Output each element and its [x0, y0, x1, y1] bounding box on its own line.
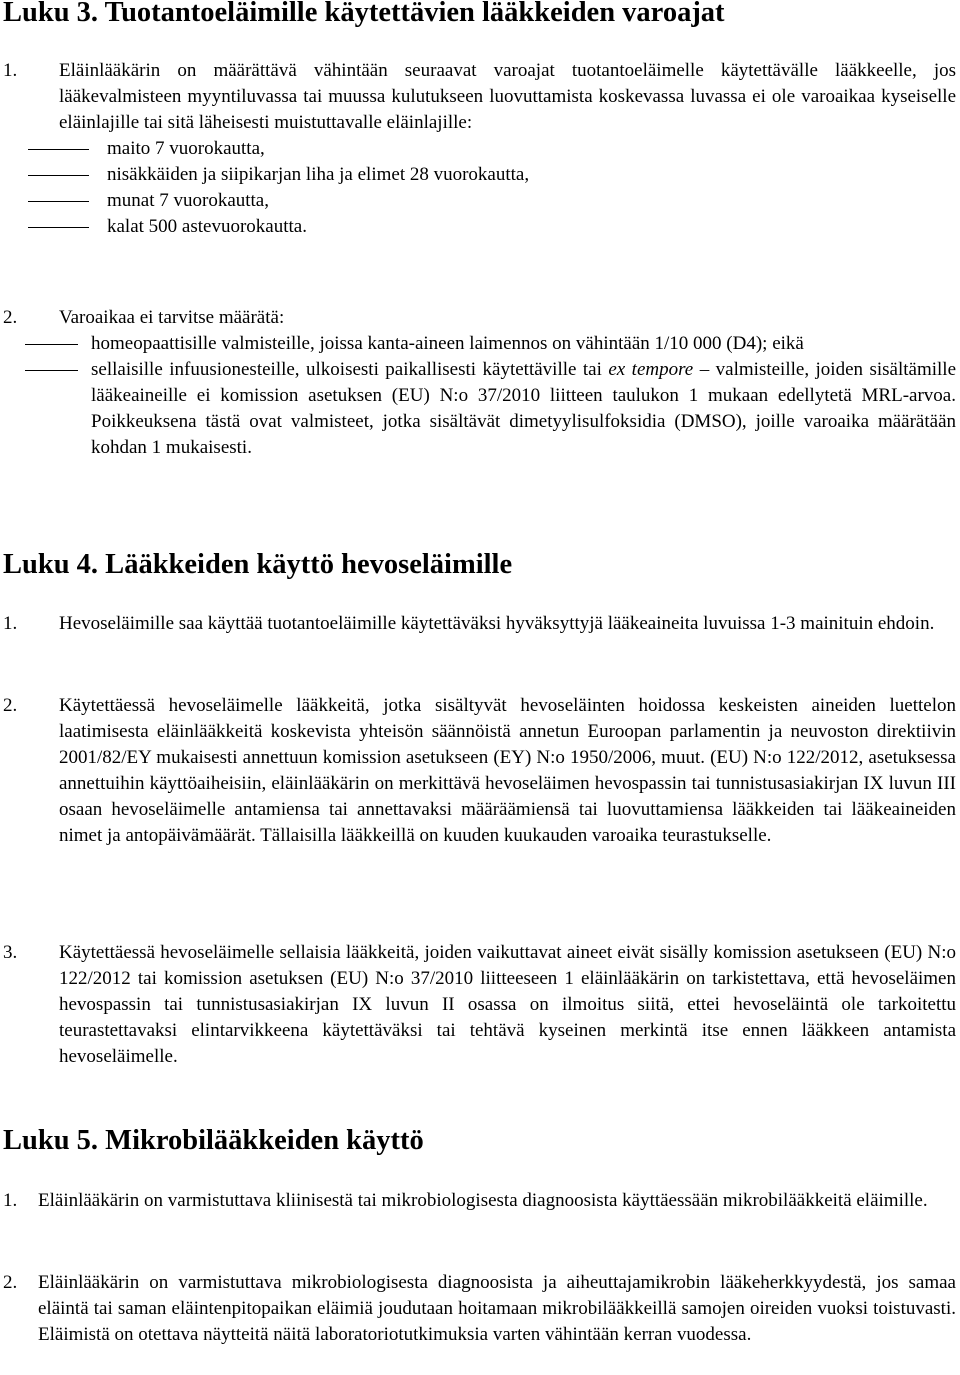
paragraph-text: Käytettäessä hevoseläimelle lääkkeitä, jotka sisältyvät hevoseläinten hoidossa keskeisten aineiden luettelon laatimisesta eläinlääkkeitä koskevista yhteisön säännöistä annetun Euroopan parlamentin ja neuvoston direktiivin 2001/82/EY mukaisesti annettuun komission asetukseen (EY) N:o 1950/2006, muut. (EU) N:o 122/2012, asetuksessa annettuihin käyttöaiheisiin, eläinlääkärin on merkittävä hevoseläimen hevospassin tai tunnistusasiakirjan IX luvun III osaan hevoseläimelle antamiensa tai annettavaksi määräämiensä tai luovuttamiensa lääkkeiden tai lääkeaineiden nimet ja antopäivämäärät. Tällaisilla lääkkeillä on kuuden kuukauden varoaika teurastukselle. [59, 695, 956, 846]
list-item: kalat 500 astevuorokautta. [3, 214, 956, 240]
chapter-4-title: Luku 4. Lääkkeiden käyttö hevoseläimille [3, 549, 513, 580]
chapter-4-paragraph-1 [3, 611, 956, 637]
paragraph-text: Eläinlääkärin on varmistuttava mikrobiologisesta diagnoosista ja aiheuttajamikrobin lääkeherkkyydestä, jos samaa eläintä tai saman eläintenpitopaikan eläimiä joudutaan hoitamaan mikrobilääkkeillä samojen oireiden vuoksi toistuvasti. Eläimistä on otettava näytteitä näitä laboratoriotutkimuksia varten vähintään kerran vuodessa. [38, 1272, 956, 1345]
list-item-text: sellaisille infuusionesteille, ulkoisesti paikallisesti käytettäville tai [91, 359, 602, 380]
dash-list [59, 136, 956, 240]
chapter-3-paragraph-2 [3, 305, 956, 461]
chapter-5-paragraph-1 [3, 1188, 956, 1214]
chapter-3-title: Luku 3. Tuotantoeläimille käytettävien lääkkeiden varoajat [3, 0, 725, 28]
chapter-5-paragraph-2 [3, 1270, 956, 1348]
list-item: homeopaattisille valmisteille, joissa kanta-aineen laimennos on vähintään 1/10 000 (D4); eikä [3, 331, 956, 357]
list-item-text: – valmisteille, joiden sisältämille lääkeaineille ei komission asetuksen (EU) N:o 37/2010 liitteen taulukon 1 mukaan edellytetä MRL-arvoa. Poikkeuksena tästä ovat valmisteet, jotka sisältävät dimetyylisulfoksidia (DMSO), joille varoaika määrätään kohdan 1 mukaisesti. [91, 359, 957, 458]
latin-term: ex tempore [608, 359, 694, 380]
list-item: munat 7 vuorokautta, [3, 188, 956, 214]
chapter-5-title: Luku 5. Mikrobilääkkeiden käyttö [3, 1125, 424, 1156]
paragraph-number: 3. [3, 942, 18, 963]
paragraph-number: 1. [3, 60, 18, 81]
paragraph-text [59, 58, 956, 240]
paragraph-text [59, 305, 956, 461]
paragraph-body: Varoaikaa ei tarvitse määrätä: [59, 307, 285, 328]
paragraph-number: 2. [3, 695, 18, 716]
paragraph-text: Eläinlääkärin on varmistuttava kliinisestä tai mikrobiologisesta diagnoosista käyttäessään mikrobilääkkeitä eläimille. [38, 1190, 928, 1211]
dash-list [59, 331, 956, 461]
chapter-4-paragraph-3 [3, 940, 956, 1070]
paragraph-text: Käytettäessä hevoseläimelle sellaisia lääkkeitä, joiden vaikuttavat aineet eivät sisälly komission asetukseen (EU) N:o 122/2012 tai komission asetuksen (EU) N:o 37/2010 liitteeseen 1 eläinlääkärin on tarkistettava, että hevoseläimen hevospassin tai tunnistusasiakirjan IX luvun II osassa on ilmoitus siitä, ettei hevoseläintä ole tarkoitettu teurastettavaksi elintarvikkeena käytettäväksi tai tehtävä kyseinen merkintä itse ennen lääkkeen antamista hevoseläimelle. [59, 942, 956, 1067]
paragraph-number: 1. [3, 1190, 18, 1211]
paragraph-number: 2. [3, 307, 18, 328]
paragraph-body: Eläinlääkärin on määrättävä vähintään seuraavat varoajat tuotantoeläimelle käytettävälle lääkkeelle, jos lääkevalmisteen myyntiluvassa tai muussa kulutukseen luovuttamista koskevassa luvassa ei ole varoaikaa kyseiselle eläinlajille tai sitä läheisesti muistuttavalle eläinlajille: [59, 60, 956, 133]
paragraph-text: Hevoseläimille saa käyttää tuotantoeläimille käytettäväksi hyväksyttyjä lääkeaineita luvuissa 1-3 mainituin ehdoin. [59, 613, 935, 634]
chapter-3-paragraph-1 [3, 58, 956, 240]
chapter-4-paragraph-2 [3, 693, 956, 849]
list-item: nisäkkäiden ja siipikarjan liha ja elimet 28 vuorokautta, [3, 162, 956, 188]
paragraph-number: 1. [3, 613, 18, 634]
paragraph-number: 2. [3, 1272, 18, 1293]
list-item [3, 357, 956, 461]
list-item: maito 7 vuorokautta, [3, 136, 956, 162]
